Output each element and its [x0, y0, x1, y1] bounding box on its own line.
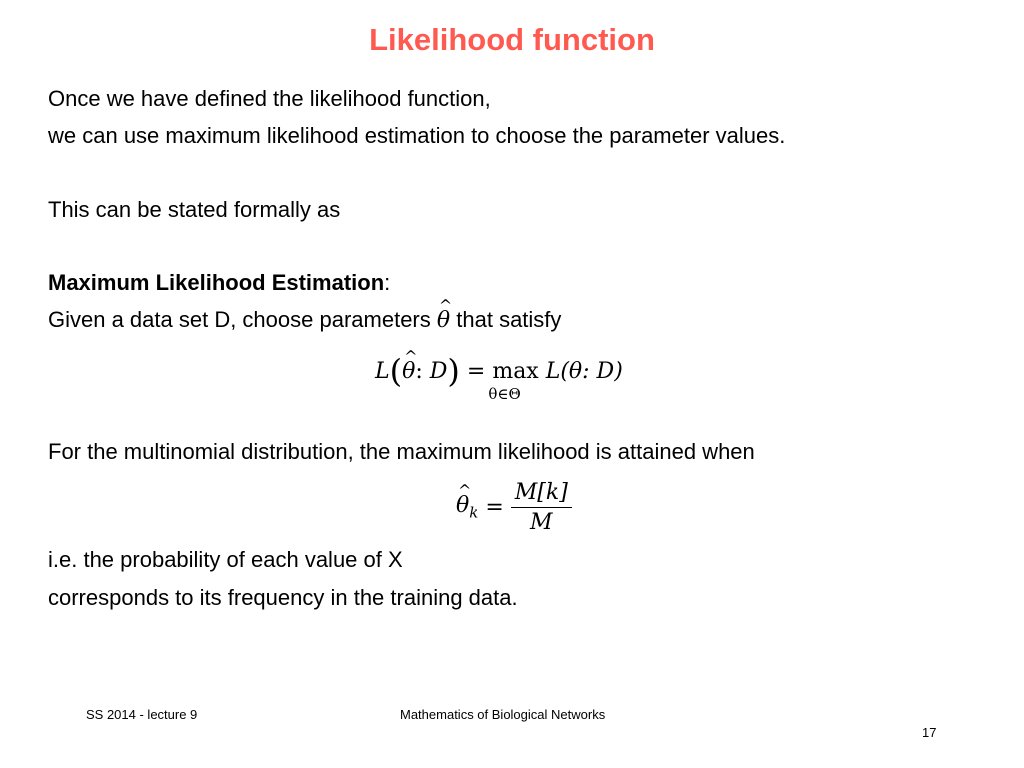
- eq-max-subscript: θ∈Θ: [488, 385, 521, 403]
- eq2-equals: =: [485, 495, 504, 520]
- slide-title: Likelihood function: [369, 22, 655, 57]
- mle-given-line: [48, 307, 561, 333]
- paragraph-line: corresponds to its frequency in the training data.: [48, 585, 518, 610]
- eq-lhs-L: L: [375, 359, 390, 384]
- eq-max: max: [492, 359, 539, 384]
- mle-heading: Maximum Likelihood Estimation: [48, 270, 385, 295]
- eq2-denominator: M: [530, 510, 553, 535]
- paragraph-line: i.e. the probability of each value of X: [48, 547, 403, 572]
- eq2-theta-hat: ^ θ: [456, 493, 469, 518]
- eq-rhs: L(θ: D): [545, 359, 623, 384]
- eq-lhs-colon: :: [415, 359, 423, 384]
- mle-heading-line: [48, 270, 390, 296]
- eq2-subscript-k: k: [469, 503, 479, 522]
- page-number: 17: [922, 725, 937, 740]
- mle-colon: :: [384, 270, 391, 295]
- footer-center: Mathematics of Biological Networks: [400, 707, 606, 722]
- mle-equation: [375, 352, 623, 403]
- multinomial-equation: [456, 480, 572, 535]
- eq2-fraction: [511, 480, 572, 535]
- paragraph-line: we can use maximum likelihood estimation to choose the parameter values.: [48, 123, 786, 148]
- eq2-numerator: M[k]: [511, 480, 572, 508]
- paragraph-line: Once we have defined the likelihood function,: [48, 86, 491, 111]
- given-suffix: that satisfy: [456, 307, 562, 332]
- given-prefix: Given a data set D, choose parameters: [48, 307, 431, 332]
- eq-paren-close: ): [447, 352, 460, 390]
- footer-left: SS 2014 - lecture 9: [86, 707, 198, 722]
- eq-max-operator: [488, 359, 539, 403]
- eq-equals: =: [466, 359, 486, 384]
- theta-hat-symbol: ^ θ: [437, 308, 450, 333]
- paragraph-line: For the multinomial distribution, the maximum likelihood is attained when: [48, 439, 755, 464]
- eq2-lhs: [456, 493, 478, 521]
- eq-paren-open: (: [389, 352, 403, 390]
- eq-lhs-theta-hat: ^ θ: [402, 359, 415, 384]
- eq-lhs-D: D: [429, 359, 448, 384]
- paragraph-line: This can be stated formally as: [48, 197, 341, 222]
